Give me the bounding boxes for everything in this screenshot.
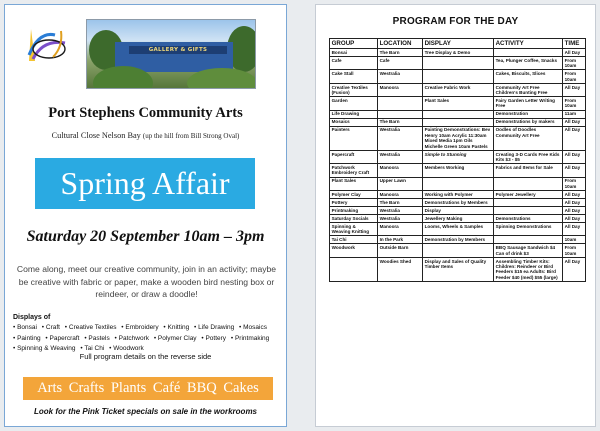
program-cell: The Barn	[378, 118, 423, 126]
program-row	[330, 244, 586, 257]
program-cell: Creative Fabric Work	[423, 83, 494, 96]
program-page	[315, 4, 596, 427]
program-cell: Westralia	[378, 126, 423, 150]
program-cell: Painters	[330, 126, 378, 150]
display-item: • Embroidery	[121, 324, 158, 331]
program-cell: From 10am	[563, 177, 586, 190]
gallery-sign: GALLERY & GIFTS	[129, 46, 227, 54]
program-cell: 11am	[563, 110, 586, 118]
program-cell: Members Working	[423, 164, 494, 177]
program-cell: Fairy Garden Letter Writing Free	[494, 97, 563, 110]
program-cell	[494, 177, 563, 190]
program-cell: Westralia	[378, 150, 423, 163]
program-cell: Oodles of Doodles Community Art Free	[494, 126, 563, 150]
program-cell: Patchwork Embroidery Craft	[330, 164, 378, 177]
program-column-header: ACTIVITY	[494, 39, 563, 49]
program-cell: Printmaking	[330, 207, 378, 215]
program-cell	[494, 207, 563, 215]
program-cell: Saturday Socials	[330, 215, 378, 223]
display-item: • Knitting	[163, 324, 189, 331]
program-cell: Fabrics and Items for Sale	[494, 164, 563, 177]
program-cell: Demonstrations by makers	[494, 118, 563, 126]
program-cell: Tree Display & Demo	[423, 49, 494, 57]
display-item: • Spinning & Weaving	[13, 345, 76, 352]
program-cell: Tea, Plunger Coffee, Snacks	[494, 57, 563, 70]
program-row	[330, 223, 586, 236]
display-item: • Creative Textiles	[65, 324, 117, 331]
program-row	[330, 83, 586, 96]
program-cell: Demonstrations by Members	[423, 199, 494, 207]
program-cell: All Day	[563, 215, 586, 223]
program-cell: All Day	[563, 257, 586, 281]
program-cell: All Day	[563, 207, 586, 215]
program-cell: Westralia	[378, 215, 423, 223]
program-cell: Simple to Stunning	[423, 150, 494, 163]
program-cell: All Day	[563, 118, 586, 126]
program-cell: From 10am	[563, 57, 586, 70]
program-cell: 10am	[563, 236, 586, 244]
display-item: • Woodwork	[109, 345, 144, 352]
event-description: Come along, meet our creative community, join in an activity; maybe be creative with fabric or paper, make a wooden bird nesting box or reindeer, or draw a doodle!	[16, 264, 277, 299]
display-item: • Papercraft	[45, 335, 79, 342]
program-row	[330, 207, 586, 215]
program-cell	[378, 97, 423, 110]
program-cell: Garden	[330, 97, 378, 110]
program-cell: BBQ Sausage Sandwich $4 Can of drink $3	[494, 244, 563, 257]
program-cell: Working with Polymer	[423, 191, 494, 199]
address-note: (up the hill from Bill Strong Oval)	[142, 132, 240, 140]
program-cell	[423, 118, 494, 126]
display-item: • Painting	[13, 335, 41, 342]
program-cell: Woodwork	[330, 244, 378, 257]
program-cell: All Day	[563, 83, 586, 96]
program-column-header: DISPLAY	[423, 39, 494, 49]
program-cell: Spinning & Weaving Knitting	[330, 223, 378, 236]
program-cell: Cakes, Biscuits, Slices	[494, 70, 563, 83]
event-date-time: Saturday 20 September 10am – 3pm	[26, 228, 265, 245]
program-cell: Looms, Wheels & Samples	[423, 223, 494, 236]
program-cell: From 10am	[563, 70, 586, 83]
program-column-header: TIME	[563, 39, 586, 49]
display-item: • Life Drawing	[194, 324, 234, 331]
program-cell: Mosaics	[330, 118, 378, 126]
program-cell: Westralia	[378, 207, 423, 215]
gallery-building-photo	[86, 19, 256, 89]
program-row	[330, 164, 586, 177]
display-item: • Polymer Clay	[154, 335, 197, 342]
program-row	[330, 126, 586, 150]
program-cell: Creating 3-D Cards Free Kids Kits $3 - $5	[494, 150, 563, 163]
program-cell: Manoora	[378, 223, 423, 236]
program-row	[330, 118, 586, 126]
program-row	[330, 70, 586, 83]
displays-heading: Displays of	[13, 314, 51, 321]
program-cell: The Barn	[378, 49, 423, 57]
program-cell: Bonsai	[330, 49, 378, 57]
full-program-note: Full program details on the reverse side	[79, 352, 212, 361]
program-cell	[494, 49, 563, 57]
program-cell: Demonstrations	[494, 215, 563, 223]
program-title: PROGRAM FOR THE DAY	[392, 16, 519, 27]
program-cell: Cake Stall	[330, 70, 378, 83]
program-cell	[423, 244, 494, 257]
program-cell: Display and Sales of Quality Timber Items	[423, 257, 494, 281]
program-cell: All Day	[563, 49, 586, 57]
highlights-bar: Arts Crafts Plants Café BBQ Cakes	[23, 377, 273, 400]
program-cell: Painting Demonstrations: Bev Henry 10am Acrylic 11:30am Mixed Media 1pm Oils Michelle Green 10am Pastels	[423, 126, 494, 150]
display-item: • Patchwork	[115, 335, 149, 342]
address-main: Cultural Close Nelson Bay	[51, 131, 141, 140]
program-cell: Woodies Shed	[378, 257, 423, 281]
program-cell: The Barn	[378, 199, 423, 207]
program-row	[330, 49, 586, 57]
program-cell: Papercraft	[330, 150, 378, 163]
program-cell: In the Park	[378, 236, 423, 244]
program-cell: Jewellery Making	[423, 215, 494, 223]
program-cell	[330, 257, 378, 281]
program-cell	[423, 177, 494, 190]
display-item: • Pastels	[84, 335, 109, 342]
program-table	[329, 38, 586, 282]
program-cell: All Day	[563, 150, 586, 163]
program-header-row	[330, 39, 586, 49]
program-column-header: LOCATION	[378, 39, 423, 49]
program-cell: All Day	[563, 126, 586, 150]
program-row	[330, 150, 586, 163]
program-cell: Community Art Free Children's Bunting Free	[494, 83, 563, 96]
program-cell: Polymer Clay	[330, 191, 378, 199]
program-cell: Outside Barn	[378, 244, 423, 257]
program-cell: All Day	[563, 199, 586, 207]
program-cell: Demonstration by Members	[423, 236, 494, 244]
display-item: • Mosaics	[239, 324, 267, 331]
program-cell	[423, 57, 494, 70]
program-cell: Polymer Jewellery	[494, 191, 563, 199]
program-cell: All Day	[563, 223, 586, 236]
program-cell: Display	[423, 207, 494, 215]
program-cell: All Day	[563, 191, 586, 199]
program-row	[330, 191, 586, 199]
program-row	[330, 199, 586, 207]
program-cell: All Day	[563, 164, 586, 177]
program-row	[330, 57, 586, 70]
program-cell: Manoora	[378, 191, 423, 199]
program-cell: Westralia	[378, 70, 423, 83]
display-item: • Tai Chi	[80, 345, 104, 352]
program-row	[330, 257, 586, 281]
program-row	[330, 215, 586, 223]
program-cell: Spinning Demonstrations	[494, 223, 563, 236]
community-arts-logo-icon	[25, 25, 71, 65]
program-cell: Manoora	[378, 83, 423, 96]
program-cell: From 10am	[563, 97, 586, 110]
organization-name: Port Stephens Community Arts	[48, 105, 243, 121]
pink-ticket-note: Look for the Pink Ticket specials on sale in the workrooms	[33, 407, 258, 416]
program-row	[330, 97, 586, 110]
program-cell: From 10am	[563, 244, 586, 257]
event-title-banner: Spring Affair	[35, 158, 255, 209]
flyer-page	[4, 4, 287, 427]
program-cell	[494, 199, 563, 207]
program-cell	[494, 236, 563, 244]
program-column-header: GROUP	[330, 39, 378, 49]
program-cell	[423, 110, 494, 118]
program-cell: Manoora	[378, 164, 423, 177]
program-cell: Tai Chi	[330, 236, 378, 244]
program-cell: Plant Sales	[423, 97, 494, 110]
program-cell: Creative Textiles (Fusion)	[330, 83, 378, 96]
program-cell	[378, 110, 423, 118]
display-item: • Bonsai	[13, 324, 37, 331]
program-body	[330, 49, 586, 282]
program-row	[330, 177, 586, 190]
program-cell: Cafe	[378, 57, 423, 70]
program-cell: Cafe	[330, 57, 378, 70]
program-row	[330, 110, 586, 118]
program-cell: Plant Sales	[330, 177, 378, 190]
program-cell	[423, 70, 494, 83]
program-cell: Demonstration	[494, 110, 563, 118]
program-cell: Pottery	[330, 199, 378, 207]
venue-address	[5, 131, 286, 140]
displays-list	[13, 323, 281, 355]
display-item: • Pottery	[201, 335, 226, 342]
program-cell: Life Drawing	[330, 110, 378, 118]
program-row	[330, 236, 586, 244]
program-cell: Assembling Timber Kits: Children: Reindeer or Bird Feeders $15 ea Adults: Bird Feeder $40 (med) $55 (large)	[494, 257, 563, 281]
display-item: • Printmaking	[231, 335, 269, 342]
display-item: • Craft	[42, 324, 60, 331]
program-cell: Upper Lawn	[378, 177, 423, 190]
